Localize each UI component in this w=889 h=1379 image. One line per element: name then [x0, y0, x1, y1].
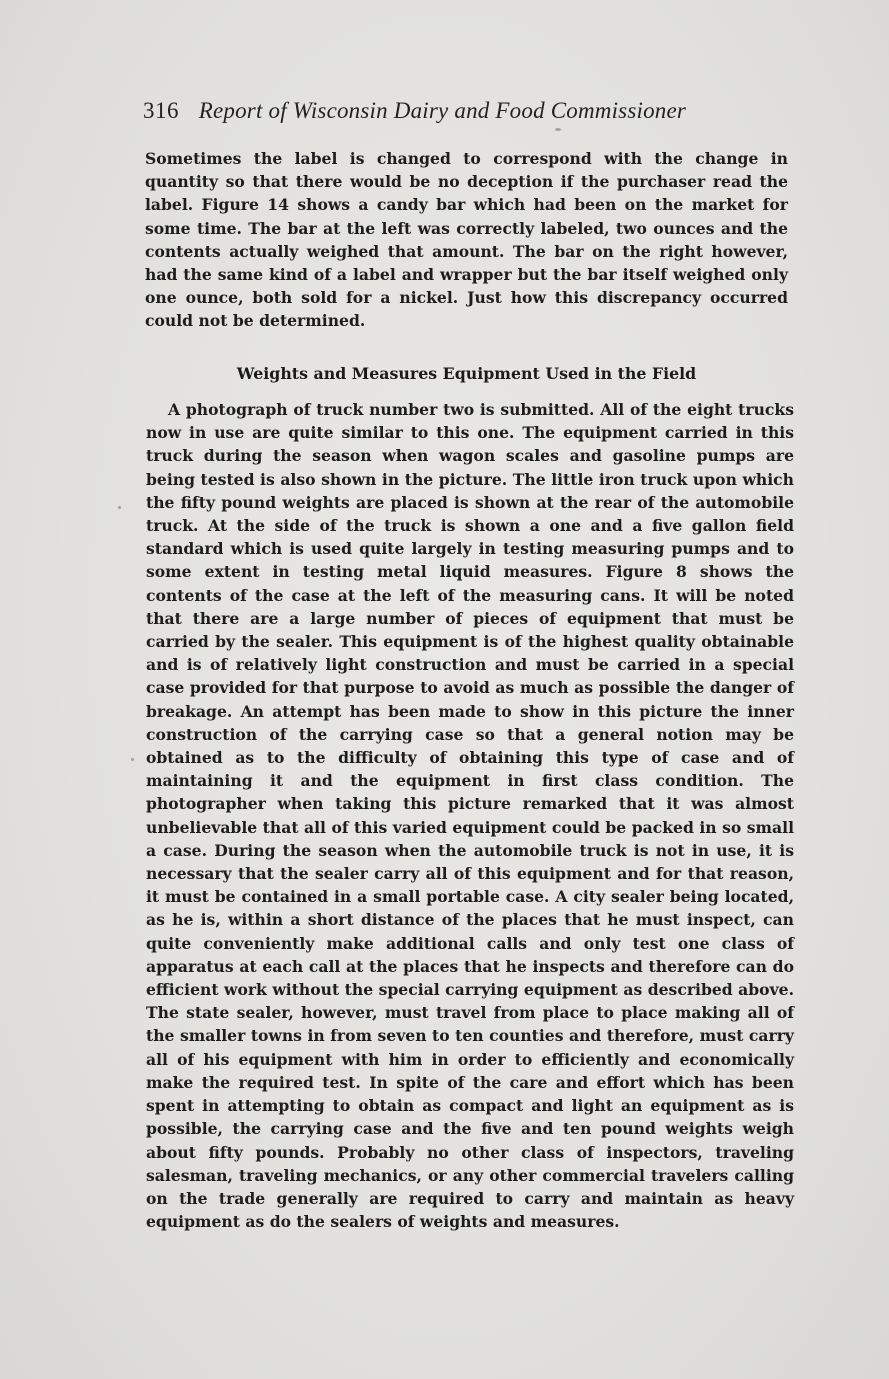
scan-speck — [555, 128, 561, 131]
running-title: Report of Wisconsin Dairy and Food Commissioner — [198, 98, 687, 123]
page-header — [143, 96, 763, 126]
page-number: 316 — [143, 98, 179, 123]
scan-speck — [118, 506, 121, 509]
main-paragraph: A photograph of truck number two is submitted. All of the eight trucks now in use are quite similar to this one. The equipment carried in this truck during the season when wagon scales and gasoline pumps are being tested is also shown in the picture. The little iron truck upon which the fifty pound weights are placed is shown at the rear of the automobile truck. At the side of the truck is shown a one and a five gallon field standard which is used quite largely in testing measuring pumps and to some extent in testing metal liquid measures. Figure 8 shows the contents of the case at the left of the measuring cans. It will be noted that there are a large number of pieces of equipment that must be carried by the sealer. This equipment is of the highest quality obtainable and is of relatively light construction and must be carried in a special case provided for that purpose to avoid as much as possible the danger of breakage. An attempt has been made to show in this picture the inner construction of the carrying case so that a general notion may be obtained as to the difficulty of obtaining this type of case and of maintaining it and the equipment in first class condition. The photographer when taking this picture remarked that it was almost unbelievable that all of this varied equipment could be packed in so small a case. During the season when the automobile truck is not in use, it is necessary that the sealer carry all of this equipment and for that reason, it must be contained in a small portable case. A city sealer being located, as he is, within a short distance of the places that he must inspect, can quite conveniently make additional calls and only test one class of apparatus at each call at the places that he inspects and therefore can do efficient work without the special carrying equipment as described above. The state sealer, however, must travel from place to place making all of the smaller towns in from seven to ten counties and therefore, must carry all of his equipment with him in order to efficiently and economically make the required test. In spite of the care and effort which has been spent in attempting to obtain as compact and light an equipment as is possible, the carrying case and the five and ten pound weights weigh about fifty pounds. Probably no other class of inspectors, traveling salesman, traveling mechanics, or any other commercial travelers calling on the trade generally are required to carry and maintain as heavy equipment as do the sealers of weights and measures. — [146, 400, 794, 1232]
scan-speck — [131, 758, 134, 761]
intro-paragraph: Sometimes the label is changed to correspond with the change in quantity so that there would be no deception if the purchaser read the label. Figure 14 shows a candy bar which had been on the market for some time. The bar at the left was correctly labeled, two ounces and the contents actually weighed that amount. The bar on the right however, had the same kind of a label and wrapper but the bar itself weighed only one ounce, both sold for a nickel. Just how this discrepancy occurred could not be determined. — [145, 149, 788, 331]
section-heading: Weights and Measures Equipment Used in the Field — [236, 364, 697, 383]
